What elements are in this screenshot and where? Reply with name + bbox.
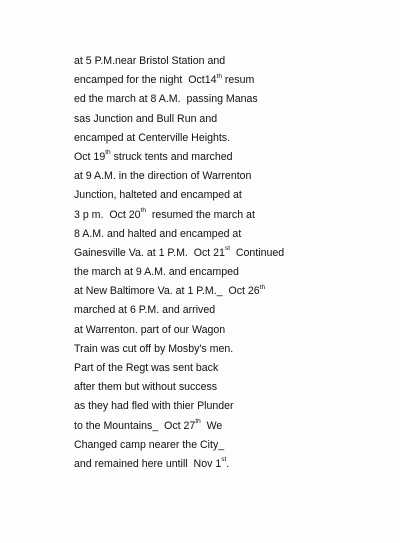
line-text: sas Junction and Bull Run and — [74, 112, 218, 125]
transcript-line — [74, 71, 394, 90]
line-text: at 9 A.M. in the direction of Warrenton — [74, 170, 252, 183]
transcript-line — [74, 244, 394, 263]
transcript-line — [74, 110, 394, 129]
transcript-line — [74, 225, 394, 244]
transcript-line — [74, 340, 394, 359]
ordinal-suffix: th — [140, 206, 146, 214]
line-text: We — [200, 419, 223, 432]
ordinal-suffix: th — [259, 283, 266, 291]
line-text: at Warrenton. part of our Wagon — [74, 323, 226, 336]
ordinal-suffix: th — [105, 149, 111, 157]
transcript-line — [74, 359, 394, 378]
transcript-line — [74, 206, 394, 225]
line-text: encamped for the night Oct14 — [74, 74, 217, 87]
transcript-line — [74, 167, 394, 186]
ordinal-suffix: th — [195, 418, 201, 426]
line-text: Junction, halteted and encamped at — [74, 189, 242, 202]
line-text: after them but without success — [74, 381, 218, 394]
transcript-line — [74, 52, 394, 71]
line-text: as they had fled with thier Plunder — [74, 400, 234, 413]
line-text: the march at 9 A.M. and encamped — [74, 266, 239, 279]
ordinal-suffix: st — [221, 456, 227, 464]
line-text: Oct 19 — [74, 150, 106, 163]
transcript-line — [74, 436, 394, 455]
transcript-line — [74, 90, 394, 109]
line-text: and remained here untill Nov 1 — [74, 457, 222, 470]
transcript-line — [74, 417, 394, 436]
transcript-line — [74, 397, 394, 416]
transcript-line — [74, 301, 394, 320]
line-text: Continued — [230, 246, 285, 259]
transcript-line — [74, 263, 394, 282]
transcript-line — [74, 378, 394, 397]
line-text: at New Baltimore Va. at 1 P.M._ Oct 26 — [74, 285, 260, 298]
ordinal-suffix: th — [216, 72, 222, 80]
line-text: Changed camp nearer the City_ — [74, 438, 225, 451]
transcript-text — [74, 52, 394, 474]
line-text: ed the march at 8 A.M. passing Manas — [74, 93, 258, 106]
line-text: struck tents and marched — [110, 150, 233, 163]
line-text: marched at 6 P.M. and arrived — [74, 304, 216, 317]
line-text: . — [226, 457, 230, 470]
line-text: 3 p m. Oct 20 — [74, 208, 141, 221]
line-text: resum — [221, 74, 255, 87]
transcript-line — [74, 321, 394, 340]
transcript-line — [74, 129, 394, 148]
line-text: Gainesville Va. at 1 P.M. Oct 21 — [74, 246, 225, 259]
line-text: Train was cut off by Mosby's men. — [74, 342, 234, 355]
line-text: at 5 P.M.near Bristol Station and — [74, 55, 226, 67]
line-text: resumed the march at — [145, 208, 255, 221]
transcript-line — [74, 186, 394, 205]
line-text: to the Mountains_ Oct 27 — [74, 419, 196, 432]
line-text: encamped at Centerville Heights. — [74, 131, 231, 144]
line-text: 8 A.M. and halted and encamped at — [74, 227, 242, 240]
transcript-line — [74, 148, 394, 167]
line-text: Part of the Regt was sent back — [74, 362, 219, 374]
transcript-line — [74, 455, 394, 474]
ordinal-suffix: st — [224, 245, 230, 253]
transcript-line — [74, 282, 394, 301]
